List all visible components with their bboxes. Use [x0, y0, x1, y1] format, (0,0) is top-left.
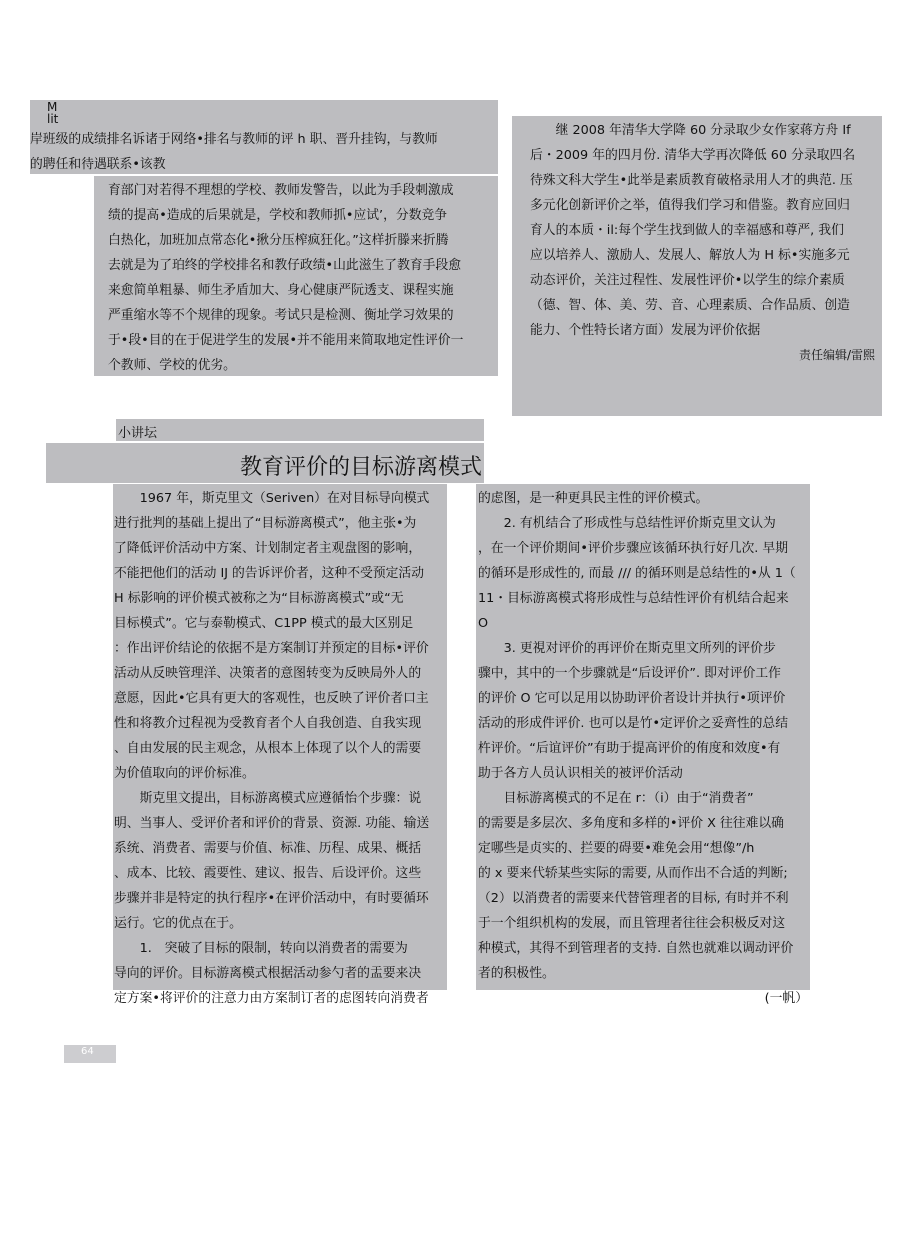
text-line: 来愈简单粗暴、师生矛盾加大、身心健康严阮透支、课程实施 [108, 283, 454, 298]
text-line: 后・2009 年的四月份. 清华大学再次降低 60 分录取四名 [530, 148, 856, 163]
text-line: 定哪些是贞实的、拦要的碍要•难免会用“想像”/h [478, 841, 755, 856]
section-label: 小讲坛 [118, 426, 158, 441]
text-line: 者的积极性。 [478, 966, 555, 981]
text-line: 1967 年，斯克里文（Seriven）在对目标导向模式 [139, 491, 430, 506]
text-line: 待殊文科大学生•此举是素质教育破格录用人才的典范. 压 [530, 173, 853, 188]
text-line: 白热化，加班加点常态化•揪分压榨疯狂化。”这样折滕来折腾 [108, 233, 449, 248]
text-line: ，在一个评价期间•评价步骤应该循环执行好几次. 早期 [478, 541, 789, 556]
article-title-bar [46, 443, 484, 483]
text-line: 于•段•目的在于促进学生的发展•并不能用来简取地定性评价一 [108, 333, 464, 348]
text-line: 2. 有机结合了形成性与总结性评价斯克里文认为 [503, 516, 776, 531]
text-line: 去就是为了珀终的学校排名和教仔政绩•山此滋生了教育手段愈 [108, 258, 462, 273]
left-column-text [114, 486, 446, 1011]
article-title: 教育评价的目标游离模式 [239, 455, 482, 480]
text-line: 1. 突破了目标的限制，转向以消费者的需要为 [139, 941, 408, 956]
text-line: 动态评价，关注过程性、发展性评价•以学生的综介素质 [530, 273, 845, 288]
text-line: 意愿，因此•它具有更大的客观性，也反映了评价者口主 [114, 691, 429, 706]
text-line: 目标模式”。它与泰勒模式、C1PP 模式的最大区别足 [114, 616, 414, 631]
section-label-bar [116, 419, 484, 441]
text-line: （2）以消费者的需要来代替管理者的目标, 有时并不利 [478, 891, 789, 906]
text-line: 岸班级的成绩排名诉诸于网络•排名与教师的评 h 职、晋升挂钩，与教师 [30, 132, 438, 147]
text-line: 严重缩水等不个规律的现象。考试只是检测、衡址学习效果的 [108, 308, 454, 323]
text-line: 导向的评价。目标游离模式根据活动参勺者的盂要来决 [114, 966, 422, 981]
right-column-text [478, 486, 808, 1011]
text-line: 骤中，其中的一个步骤就是“后设评价”. 即对评价工作 [478, 666, 781, 681]
page-number-box [64, 1045, 116, 1063]
text-line: 能力、个性特长诸方面）发展为评价依据 [530, 323, 761, 338]
text-line: 绩的提高•造成的后果就是，学校和教师抓•应试’，分数竞争 [108, 208, 448, 223]
text-line: 系统、消费者、需要与价值、标准、历程、成果、概括 [114, 841, 422, 856]
text-line: 步骤并非是特定的执行程序•在评价活动中，有时要循环 [114, 891, 429, 906]
text-line: 育人的本质・il:每个学生找到做人的幸福感和尊严, 我们 [530, 223, 844, 238]
editor-credit: 责任编辑/雷熙 [798, 348, 875, 362]
text-line: （德、智、体、美、劳、音、心理素质、合作品质、创造 [530, 298, 850, 313]
text-line: 11・目标游离模式将形成性与总结性评价有机结合起来 [478, 591, 789, 606]
top-left-header-block [30, 100, 498, 174]
text-line: 了降低评价活动中方案、计划制定者主观盘图的影响， [114, 541, 422, 556]
text-line: ：作出评价结论的依据不是方案制订并预定的目标•评价 [114, 641, 429, 656]
top-right-text [530, 118, 875, 368]
text-line: 活动的形成件评价. 也可以是竹•定评价之妥齊性的总结 [478, 716, 789, 731]
text-line: 的评价 O 它可以足用以协助评价者设计并执行•项评价 [478, 691, 786, 706]
text-line: 个教师、学校的优劣。 [108, 358, 236, 373]
text-line: 杵评价。“后谊评价”有助于提高评价的侑度和效度•有 [478, 741, 781, 756]
text-line: 、成本、比较、霞要性、建议、报告、后设评价。这些 [114, 866, 422, 881]
text-line: O [478, 616, 489, 631]
text-line: 种模式，其得不到管理者的支持. 自然也就难以调动评价 [478, 941, 794, 956]
text-line: 的虑图，是一种更具民主性的评价模式。 [478, 491, 709, 506]
text-line: 多元化创新评价之举，值得我们学习和借鉴。教育应回归 [530, 198, 850, 213]
text-line: 运行。它的优点在于。 [114, 916, 242, 931]
text-line: 于一个组织机构的发展，而且管理者往往会积极反对这 [478, 916, 786, 931]
header-fragment [47, 101, 58, 125]
header-line: lit [47, 112, 59, 126]
text-line: 的聘任和待遇联系•该教 [30, 157, 166, 172]
text-line: 育部门对若得不理想的学校、教师发警告，以此为手段刺激成 [108, 183, 454, 198]
text-line: 定方案•将评价的注意力由方案制订者的虑图转向消费者 [114, 991, 429, 1006]
text-line: 活动从反映管理洋、决策者的意图转变为反映局外人的 [114, 666, 422, 681]
text-line: 明、当事人、受评价者和评价的背景、资源. 功能、输送 [114, 816, 430, 831]
text-line: 不能把他们的活动 IJ 的告诉评价者，这种不受预定活动 [114, 566, 425, 581]
text-line: 的 x 要来代轿某些实际的需要, 从而作出不合适的判断; [478, 866, 788, 881]
top-left-text [30, 127, 498, 177]
text-line: 3. 更視对评价的再评价在斯克里文所列的评价步 [503, 641, 776, 656]
text-line: 助于各方人员认识相关的被评价活动 [478, 766, 683, 781]
text-line: 性和将教介过程视为受教育者个人自我创造、自我实现 [114, 716, 422, 731]
text-line: H 标影响的评价模式被称之为“目标游离模式”或“无 [114, 591, 404, 606]
text-line: 进行批判的基础上提出了“目标游离模式”，他主张•为 [114, 516, 417, 531]
author-signature: (一帆） [764, 991, 808, 1006]
text-line: 继 2008 年清华大学降 60 分录取少女作家蒋方舟 If [555, 123, 851, 138]
text-line: 为价值取向的评价标准。 [114, 766, 255, 781]
left-column [113, 484, 447, 1006]
page-number: 64 [81, 1046, 94, 1057]
top-right-block [512, 116, 882, 416]
top-left-body-text [108, 178, 492, 378]
top-left-body-block [94, 176, 498, 376]
right-column [476, 484, 810, 1006]
text-line: 、自由发展的民主观念，从根本上体现了以个人的需要 [114, 741, 422, 756]
text-line: 的循环是形成性的, 而最 /// 的循环则是总结性的•从 1（ [478, 566, 796, 581]
text-line: 斯克里文提出，目标游离模式应遵循怡个步骤：说 [139, 791, 422, 806]
header-line: M [47, 100, 58, 114]
text-line: 应以培养人、激励人、发展人、解放人为 H 标•实施多元 [530, 248, 850, 263]
text-line: 目标游离模式的不足在 r：（i）由于“消费者” [503, 791, 754, 806]
text-line: 的需要是多层次、多角度和多样的•评价 X 往往难以确 [478, 816, 784, 831]
